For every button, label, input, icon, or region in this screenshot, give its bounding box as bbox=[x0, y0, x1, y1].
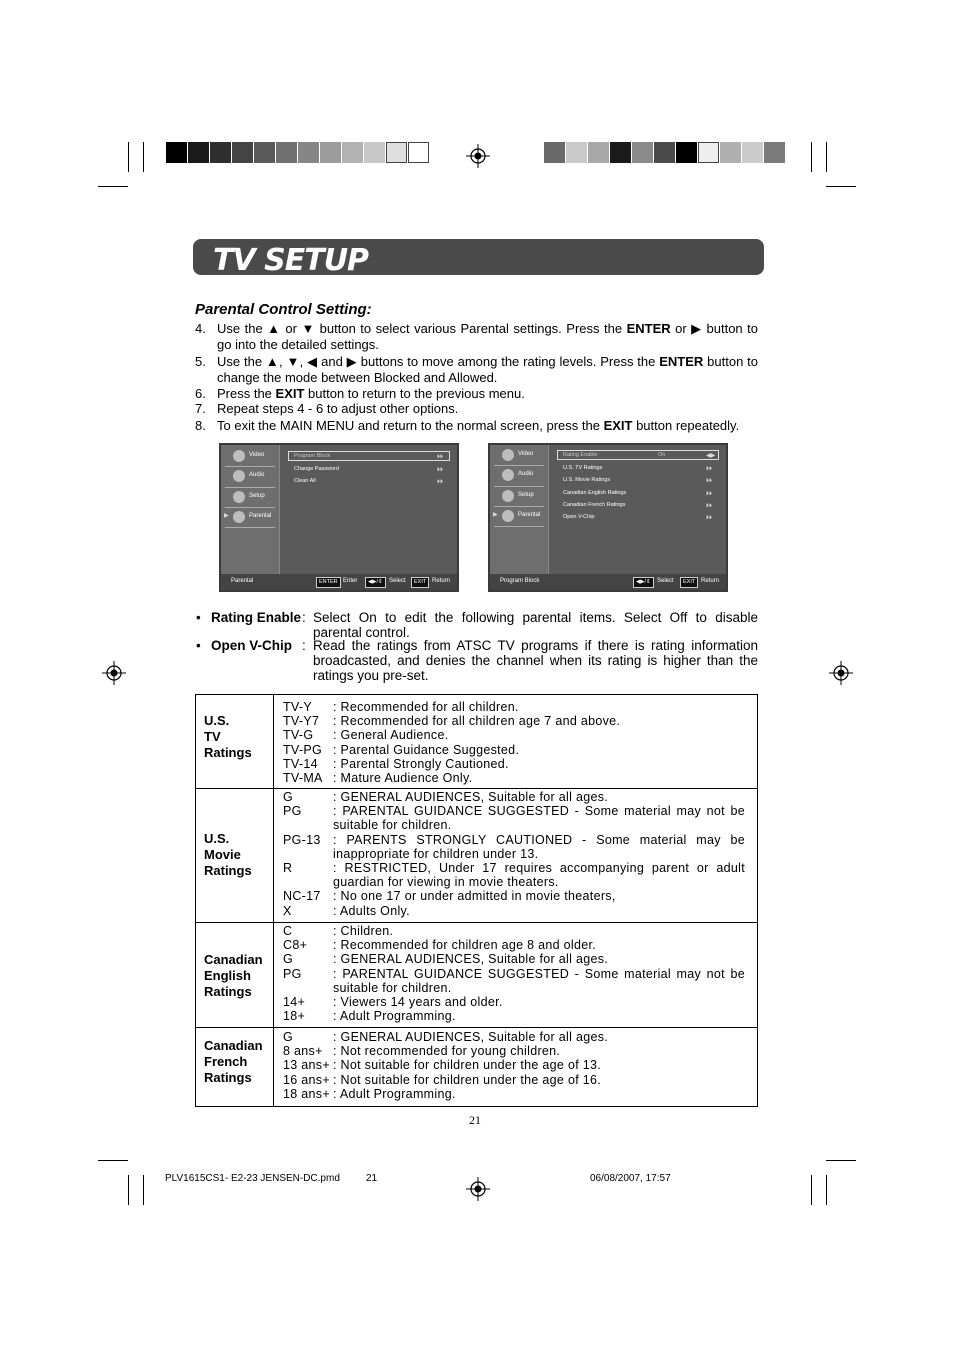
registration-mark-icon bbox=[829, 661, 853, 685]
color-swatch bbox=[188, 142, 209, 163]
color-swatch bbox=[610, 142, 631, 163]
rating-category bbox=[204, 952, 263, 1000]
bullet-term: Rating Enable bbox=[211, 610, 302, 625]
color-swatch bbox=[676, 142, 697, 163]
rating-code: C8+ bbox=[283, 938, 308, 953]
double-arrow-icon: ⏵⏵ bbox=[706, 514, 713, 521]
pointer-right-icon: ▶ bbox=[493, 511, 498, 518]
footer-label: Program Block bbox=[500, 578, 540, 584]
step-item bbox=[195, 354, 758, 386]
step-text bbox=[217, 418, 758, 434]
sidebar-item-parental[interactable]: Parental bbox=[249, 513, 272, 519]
rating-category-line: Ratings bbox=[204, 1070, 252, 1085]
color-swatch bbox=[566, 142, 587, 163]
color-swatch bbox=[386, 142, 407, 163]
color-swatch bbox=[276, 142, 297, 163]
rating-row bbox=[283, 790, 745, 804]
rating-row bbox=[283, 967, 745, 995]
rating-row bbox=[283, 1073, 745, 1087]
setup-icon bbox=[233, 491, 245, 503]
rating-code: 8 ans+ bbox=[283, 1044, 323, 1059]
rating-category-line: Ratings bbox=[204, 745, 252, 760]
rating-description: : Not suitable for children under the age of 16. bbox=[333, 1072, 602, 1087]
footer-page: 21 bbox=[366, 1173, 378, 1184]
menu-screen-parental bbox=[219, 443, 459, 592]
audio-icon bbox=[502, 469, 514, 481]
sidebar-item-setup[interactable]: Setup bbox=[249, 493, 265, 499]
color-swatch bbox=[544, 142, 565, 163]
step-text-part: ENTER bbox=[626, 321, 671, 336]
rating-code: TV-Y7 bbox=[283, 714, 320, 729]
rating-code: NC-17 bbox=[283, 889, 321, 904]
sidebar-item-audio[interactable]: Audio bbox=[249, 472, 265, 478]
rating-row bbox=[283, 743, 745, 757]
step-text bbox=[217, 386, 758, 402]
parental-icon bbox=[233, 511, 245, 523]
color-swatch bbox=[654, 142, 675, 163]
rating-code: PG bbox=[283, 804, 302, 819]
double-arrow-icon: ⏵⏵ bbox=[706, 490, 713, 497]
rating-description: : GENERAL AUDIENCES, Suitable for all ages. bbox=[333, 790, 609, 804]
step-item bbox=[195, 401, 758, 417]
rating-row bbox=[283, 728, 745, 742]
rating-description: : Parental Guidance Suggested. bbox=[333, 742, 520, 757]
rating-category-line: TV bbox=[204, 729, 221, 744]
rating-description: : Recommended for children age 8 and older. bbox=[333, 938, 597, 953]
rating-description: : GENERAL AUDIENCES, Suitable for all ages. bbox=[333, 1030, 609, 1044]
return-label: Return bbox=[701, 578, 720, 584]
step-number: 6. bbox=[195, 386, 206, 401]
rating-category bbox=[204, 1038, 263, 1086]
step-text-part: Use the ▲, ▼, ◀ and ▶ buttons to move among the rating levels. Press the bbox=[217, 354, 660, 369]
bullet-description: Select On to edit the following parental items. Select Off to disable parental control. bbox=[313, 610, 758, 640]
footer-label: Parental bbox=[231, 578, 254, 584]
color-swatch bbox=[764, 142, 785, 163]
rating-entries bbox=[283, 700, 745, 785]
step-text-part: button to change the mode between Blocked and Allowed. bbox=[217, 354, 758, 385]
step-number: 5. bbox=[195, 354, 206, 369]
section-heading: Parental Control Setting: bbox=[195, 301, 372, 318]
rating-category-line: Ratings bbox=[204, 984, 252, 999]
rating-entries bbox=[283, 924, 745, 1023]
rating-description: : Not suitable for children under the age of 13. bbox=[333, 1058, 602, 1073]
setup-icon bbox=[502, 490, 514, 502]
step-number: 7. bbox=[195, 401, 206, 416]
rating-code: TV-14 bbox=[283, 756, 318, 771]
rating-row bbox=[283, 804, 745, 832]
color-swatch bbox=[298, 142, 319, 163]
step-text-part: Repeat steps 4 - 6 to adjust other options. bbox=[217, 401, 459, 416]
color-swatch bbox=[342, 142, 363, 163]
nav-key: ◀▶/⇕ bbox=[633, 577, 654, 588]
color-swatch bbox=[408, 142, 429, 163]
footer-datetime: 06/08/2007, 17:57 bbox=[590, 1173, 671, 1184]
rating-row bbox=[283, 833, 745, 861]
registration-mark-icon bbox=[102, 661, 126, 685]
rating-description: : PARENTAL GUIDANCE SUGGESTED - Some material may not be suitable for children. bbox=[333, 804, 745, 833]
step-text-part: or ▶ button to go into the detailed settings. bbox=[217, 321, 758, 352]
menu-footer bbox=[221, 574, 457, 590]
rating-enable-value: On bbox=[658, 452, 666, 458]
rating-row bbox=[283, 714, 745, 728]
video-icon bbox=[502, 449, 514, 461]
rating-code: G bbox=[283, 952, 294, 967]
bullet-description: Read the ratings from ATSC TV programs if there is rating information broadcasted, and denies the channel when its rating is higher than the ratings you pre-set. bbox=[313, 638, 758, 683]
rating-row bbox=[283, 1058, 745, 1072]
color-swatch bbox=[210, 142, 231, 163]
step-text bbox=[217, 401, 758, 417]
rating-row bbox=[283, 889, 745, 903]
parental-icon bbox=[502, 510, 514, 522]
rating-code: 14+ bbox=[283, 995, 306, 1010]
rating-row bbox=[283, 1009, 745, 1023]
step-item bbox=[195, 386, 758, 402]
step-text-part: Press the bbox=[217, 386, 276, 401]
rating-code: PG bbox=[283, 966, 302, 981]
rating-category-line: Canadian bbox=[204, 952, 263, 967]
double-arrow-icon: ⏵⏵ bbox=[706, 477, 713, 484]
double-arrow-icon: ⏵⏵ bbox=[437, 466, 444, 473]
step-item bbox=[195, 418, 758, 434]
rating-description: : Recommended for all children. bbox=[333, 700, 519, 714]
rating-row bbox=[283, 952, 745, 966]
step-text bbox=[217, 354, 758, 386]
rating-description: : RESTRICTED, Under 17 requires accompanying parent or adult guardian for viewing in movie theaters. bbox=[333, 861, 745, 890]
step-text-part: EXIT bbox=[603, 418, 633, 433]
bullet-rating-enable: • Rating Enable : Select On to edit the following parental items. Select Off to disable parental control. bbox=[196, 610, 758, 640]
menu-option-us-tv-ratings[interactable]: U.S. TV Ratings bbox=[563, 465, 603, 471]
double-arrow-icon: ⏵⏵ bbox=[706, 465, 713, 472]
double-arrow-icon: ⏵⏵ bbox=[437, 478, 444, 485]
menu-option-open-v-chip[interactable]: Open V-Chip bbox=[563, 514, 595, 520]
rating-code: C bbox=[283, 924, 293, 938]
exit-key: EXIT bbox=[411, 577, 429, 588]
rating-description: : Viewers 14 years and older. bbox=[333, 995, 503, 1010]
color-swatch bbox=[720, 142, 741, 163]
rating-description: : Recommended for all children age 7 and above. bbox=[333, 714, 621, 729]
color-swatch bbox=[320, 142, 341, 163]
rating-code: 13 ans+ bbox=[283, 1058, 330, 1073]
rating-row bbox=[283, 924, 745, 938]
rating-category-line: Ratings bbox=[204, 863, 252, 878]
menu-option-us-movie-ratings[interactable]: U.S. Movie Ratings bbox=[563, 477, 611, 483]
step-text-part: EXIT bbox=[275, 386, 305, 401]
page-title: TV SETUP bbox=[213, 243, 369, 278]
rating-category bbox=[204, 713, 252, 761]
rating-row bbox=[283, 700, 745, 714]
enter-key: ENTER bbox=[316, 577, 341, 588]
color-swatch bbox=[232, 142, 253, 163]
rating-category-line: U.S. bbox=[204, 831, 230, 846]
color-swatch bbox=[742, 142, 763, 163]
sidebar-item-parental[interactable]: Parental bbox=[518, 512, 541, 518]
rating-code: 18 ans+ bbox=[283, 1086, 330, 1101]
sidebar-item-setup[interactable]: Setup bbox=[518, 492, 534, 498]
rating-description: : GENERAL AUDIENCES, Suitable for all ages. bbox=[333, 952, 609, 967]
rating-category-line: English bbox=[204, 968, 251, 983]
video-icon bbox=[233, 450, 245, 462]
rating-category-line: U.S. bbox=[204, 713, 230, 728]
rating-code: X bbox=[283, 903, 292, 918]
rating-category-line: Movie bbox=[204, 847, 241, 862]
rating-category-line: Canadian bbox=[204, 1038, 263, 1053]
menu-option-canadian-french-ratings[interactable]: Canadian French Ratings bbox=[563, 502, 626, 508]
sidebar-item-video[interactable]: Video bbox=[249, 452, 265, 458]
rating-row bbox=[283, 1030, 745, 1044]
rating-category bbox=[204, 831, 252, 879]
color-swatch bbox=[588, 142, 609, 163]
rating-row bbox=[283, 938, 745, 952]
menu-option-clean-all[interactable]: Clean All bbox=[294, 478, 316, 484]
rating-code: R bbox=[283, 861, 293, 876]
rating-description: : PARENTAL GUIDANCE SUGGESTED - Some material may not be suitable for children. bbox=[333, 966, 745, 995]
sidebar-item-audio[interactable]: Audio bbox=[518, 471, 534, 477]
page-number: 21 bbox=[469, 1113, 481, 1127]
rating-entries bbox=[283, 790, 745, 918]
rating-code: TV-PG bbox=[283, 742, 323, 757]
rating-description: : Parental Strongly Cautioned. bbox=[333, 756, 509, 771]
step-text-part: Use the ▲ or ▼ button to select various Parental settings. Press the bbox=[217, 321, 627, 336]
rating-row bbox=[283, 904, 745, 918]
color-swatch bbox=[364, 142, 385, 163]
step-item bbox=[195, 321, 758, 353]
rating-row bbox=[283, 757, 745, 771]
rating-code: 16 ans+ bbox=[283, 1072, 330, 1087]
audio-icon bbox=[233, 470, 245, 482]
color-swatch bbox=[166, 142, 187, 163]
rating-code: TV-Y bbox=[283, 700, 312, 714]
step-number: 8. bbox=[195, 418, 206, 433]
menu-option-change-password[interactable]: Change Password bbox=[294, 466, 339, 472]
rating-row bbox=[283, 1087, 745, 1101]
bullet-open-v-chip: • Open V-Chip : Read the ratings from ATSC TV programs if there is rating information broadcasted, and denies the channel when its rating is higher than the ratings you pre-set. bbox=[196, 638, 758, 683]
rating-description: : Not recommended for young children. bbox=[333, 1044, 561, 1059]
rating-description: : Children. bbox=[333, 924, 394, 938]
menu-option-canadian-english-ratings[interactable]: Canadian English Ratings bbox=[563, 490, 627, 496]
color-swatch bbox=[254, 142, 275, 163]
exit-key: EXIT bbox=[680, 577, 698, 588]
rating-code: G bbox=[283, 790, 294, 804]
select-label: Select bbox=[657, 578, 674, 584]
rating-row bbox=[283, 995, 745, 1009]
rating-category-line: French bbox=[204, 1054, 248, 1069]
step-text-part: button repeatedly. bbox=[632, 418, 740, 433]
rating-row bbox=[283, 771, 745, 785]
color-swatch bbox=[632, 142, 653, 163]
rating-description: : No one 17 or under admitted in movie theaters, bbox=[333, 889, 616, 904]
rating-description: : Adult Programming. bbox=[333, 1086, 456, 1101]
sidebar-item-video[interactable]: Video bbox=[518, 451, 534, 457]
rating-description: : PARENTS STRONGLY CAUTIONED - Some material may be inappropriate for children under 13. bbox=[333, 832, 745, 861]
registration-mark-icon bbox=[466, 1177, 490, 1201]
ratings-table bbox=[195, 694, 758, 1107]
rating-code: 18+ bbox=[283, 1009, 306, 1024]
rating-code: TV-MA bbox=[283, 771, 323, 786]
bullet-term: Open V-Chip bbox=[211, 638, 292, 653]
rating-row bbox=[283, 861, 745, 889]
menu-option-rating-enable[interactable]: Rating Enable bbox=[563, 452, 598, 458]
registration-mark-icon bbox=[466, 144, 490, 168]
double-arrow-icon: ⏵⏵ bbox=[706, 502, 713, 509]
rating-code: G bbox=[283, 1030, 294, 1044]
rating-description: : General Audience. bbox=[333, 728, 449, 743]
double-arrow-icon: ⏵⏵ bbox=[437, 453, 444, 460]
color-swatch bbox=[698, 142, 719, 163]
rating-code: PG-13 bbox=[283, 832, 321, 847]
pointer-right-icon: ▶ bbox=[224, 512, 229, 519]
menu-sidebar bbox=[490, 445, 549, 576]
step-text-part: ENTER bbox=[659, 354, 704, 369]
rating-description: : Adult Programming. bbox=[333, 1009, 456, 1024]
enter-label: Enter bbox=[343, 578, 358, 584]
step-text-part: button to return to the previous menu. bbox=[304, 386, 525, 401]
select-label: Select bbox=[389, 578, 406, 584]
left-right-arrow-icon: ◀▶ bbox=[706, 452, 716, 459]
rating-code: TV-G bbox=[283, 728, 314, 743]
step-text-part: To exit the MAIN MENU and return to the normal screen, press the bbox=[217, 418, 604, 433]
nav-key: ◀▶/⇕ bbox=[365, 577, 386, 588]
footer-filename: PLV1615CS1- E2-23 JENSEN-DC.pmd bbox=[165, 1173, 340, 1184]
rating-entries bbox=[283, 1030, 745, 1101]
rating-row bbox=[283, 1044, 745, 1058]
menu-sidebar bbox=[221, 445, 280, 576]
menu-screen-program-block bbox=[488, 443, 728, 592]
return-label: Return bbox=[432, 578, 451, 584]
rating-description: : Mature Audience Only. bbox=[333, 771, 473, 786]
menu-footer bbox=[490, 574, 726, 590]
menu-option-program-block[interactable]: Program Block bbox=[294, 453, 331, 459]
step-text bbox=[217, 321, 758, 353]
rating-description: : Adults Only. bbox=[333, 903, 410, 918]
step-number: 4. bbox=[195, 321, 206, 336]
